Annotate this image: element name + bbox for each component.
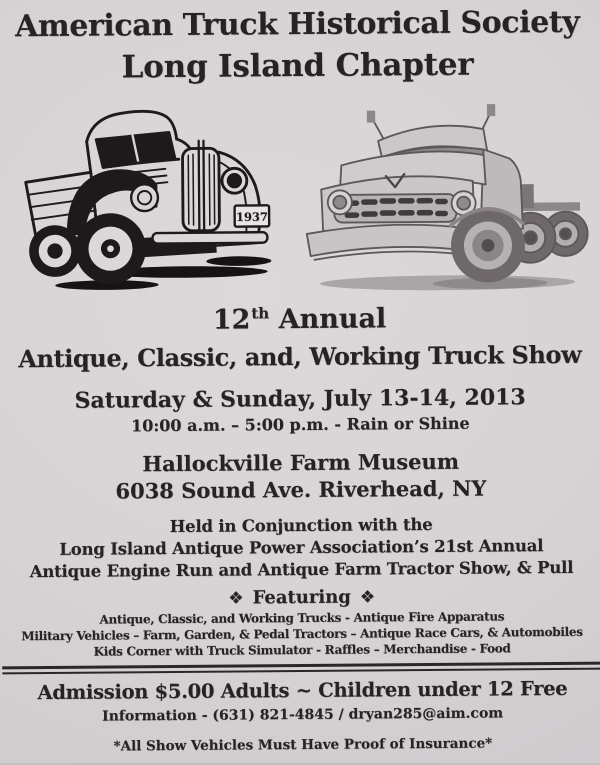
pickup-license-plate [235, 205, 270, 226]
admission-line: Admission $5.00 Adults ~ Children under 12 Free [37, 676, 568, 705]
edition-word: Annual [278, 303, 387, 336]
license-plate-year: 1937 [235, 209, 268, 224]
event-hours: 10:00 a.m. – 5:00 p.m. - Rain or Shine [130, 413, 470, 436]
tandem-axle-truck-illustration [288, 99, 592, 295]
event-dates: Saturday & Sunday, July 13-14, 2013 [74, 384, 526, 414]
featuring-item: Military Vehicles – Farm, Garden, & Pedal Tractors – Antique Race Cars, & Automobiles [21, 624, 583, 644]
truck-illustrations-row [0, 87, 599, 298]
double-rule-divider [2, 662, 600, 675]
venue-name: Hallockville Farm Museum [142, 448, 460, 477]
show-name: Antique, Classic, and, Working Truck Show [18, 339, 582, 374]
conjunction-line1: Held in Conjunction with the [169, 514, 433, 537]
diamond-ornament-icon: ❖ [228, 588, 244, 609]
society-name: American Truck Historical Society [14, 4, 580, 45]
conjunction-block [1, 513, 600, 584]
truck-bumper [307, 224, 474, 260]
conjunction-line2: Long Island Antique Power Association’s 21st Annual [59, 536, 544, 559]
venue-block [1, 447, 600, 506]
edition-ordinal: th [251, 304, 270, 323]
truck-grille [334, 194, 456, 223]
pickup-grille [182, 141, 219, 231]
featuring-item: Antique, Classic, and Working Trucks - Antique Fire Apparatus [99, 609, 505, 627]
featuring-item: Kids Corner with Truck Simulator - Raffles – Merchandise - Food [93, 641, 511, 659]
edition-line [0, 301, 600, 343]
venue-address: 6038 Sound Ave. Riverhead, NY [115, 475, 487, 504]
truck-ground-shadow [320, 274, 575, 291]
masthead [0, 3, 598, 90]
contact-info: Information - (631) 821-4845 / dryan285@aim.com [102, 705, 504, 725]
featuring-label: Featuring [252, 586, 351, 609]
featuring-list [2, 608, 600, 661]
insurance-note: *All Show Vehicles Must Have Proof of Insurance* [113, 735, 493, 755]
chapter-name: Long Island Chapter [121, 46, 474, 86]
hood-emblem [131, 184, 158, 211]
edition-number: 12 [212, 304, 251, 336]
conjunction-line3: Antique Engine Run and Antique Farm Tractor Show, & Pull [29, 557, 574, 582]
diamond-ornament-icon: ❖ [359, 587, 376, 608]
antique-pickup-truck-illustration [10, 97, 280, 297]
